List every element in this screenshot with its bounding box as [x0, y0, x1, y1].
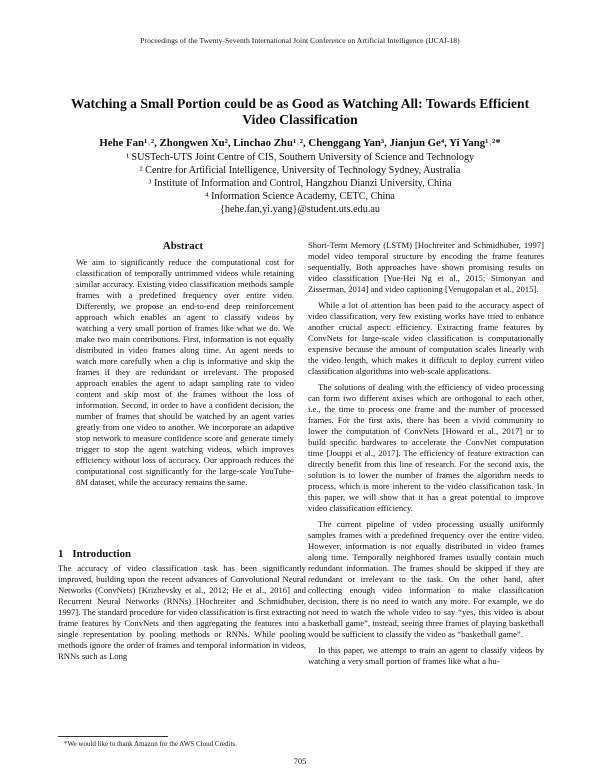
abstract-text: We aim to significantly reduce the computational cost for classification of temporally untrimmed videos while retaining similar accuracy. Existing video classification methods sample frames with a predefined frequency over entire video. Differently, we propose an end-to-end deep reinforcement approach which enables an agent to classify videos by watching a very small portion of frames like what we do. We make two main contributions. First, information is not equally distributed in video frames along time. An agent needs to watch more carefully when a clip is informative and skip the frames if they are redundant or irrelevant. The proposed approach enables the agent to adapt sampling rate to video content and skip most of the frames without the loss of information. Second, in order to have a confident decision, the number of frames that should be watched by an agent varies greatly from one video to another. We incorporate an adaptive stop network to measure confidence score and generate timely trigger to stop the agent watching videos, which improves efficiency without loss of accuracy. Our approach reduces the computational cost significantly for the large-scale YouTube-8M dataset, while the accuracy remains the same. [76, 257, 294, 487]
paragraph: While a lot of attention has been paid to the accuracy aspect of video classification, very few existing works have tried to enhance another crucial aspect: efficiency. Extracting frame features by ConvNets for large-scale video classification is computationally expensive because the amount of computation scales linearly with the video length, which makes it difficult to deploy current video classification algorithms into web-scale applications. [308, 300, 544, 376]
section-number: 1 [58, 548, 64, 560]
affiliation-4: ⁴ Information Science Academy, CETC, China [205, 191, 395, 202]
page-number: 705 [293, 756, 307, 766]
paragraph: The solutions of dealing with the efficiency of video processing can form two different axises which are orthogonal to each other, i.e., the time to process one frame and the number of processed frames. For the first axis, there has been a vivid community to lower the computation of ConvNets [Howard et al., 2017] or to build specific hardwares to accelerate the ConvNet computation time [Jouppi et al., 2017]. The efficiency of feature extraction can directly benefit from this line of research. For the second axis, the solution is to lower the number of frames the algorithm needs to process, which is more inherent to the video classification task. In this paper, we will show that it has a great potential to improve video classification efficiency. [308, 382, 544, 513]
paper-title [40, 96, 560, 128]
right-column [308, 240, 544, 672]
proceedings-header: Proceedings of the Twenty-Seventh International Joint Conference on Artificial Intelligence (IJCAI-18) [140, 36, 460, 45]
title-line-2: Video Classification [242, 112, 358, 127]
affiliation-3: ³ Institute of Information and Control, Hangzhou Dianzi University, China [148, 178, 452, 189]
introduction-text-left: The accuracy of video classification task has been significantly improved, building upon the recent advances of Convolutional Neural Networks (ConvNets) [Krizhevsky et al., 2012; He et al., 2016] and Recurrent Neural Networks (RNNs) [Hochreiter and Schmidhuber, 1997]. The standard procedure for video classification is first extracting frame features by ConvNets and then aggregating the features into a single representation by pooling methods or RNNs. While pooling methods ignore the order of frames and temporal information in videos, RNNs such as Long [58, 563, 306, 661]
author-list: Hehe Fan¹˒², Zhongwen Xu², Linchao Zhu¹˒², Chenggang Yan³, Jianjun Ge⁴, Yi Yang¹˒²* [99, 137, 501, 149]
author-email: {hehe.fan,yi.yang}@student.uts.edu.au [219, 204, 381, 215]
paragraph: The current pipeline of video processing usually uniformly samples frames with a predefined frequency over the entire video. However, information is not equally distributed in video frames along time. Temporally neighbored frames usually contain much redundant information. The frames should be skipped if they are redundant or irrelevant to the task. On the other hand, after collecting enough video information to make classification decision, there is no need to watch any more. For example, we do not need to watch the whole video to say “yes, this video is about basketball game”, instead, seeing three frames of playing basketball would be sufficient to classify the video as “basketball game”. [308, 519, 544, 639]
paragraph: In this paper, we attempt to train an agent to classify videos by watching a very small portion of frames like what a hu- [308, 645, 544, 666]
affiliation-2: ² Centre for Artificial Intelligence, University of Technology Sydney, Australia [139, 165, 461, 176]
footnote: *We would like to thank Amazon for the AWS Cloud Credits. [64, 740, 237, 748]
section-heading-introduction [58, 548, 140, 560]
footnote-divider [58, 736, 168, 737]
paragraph: Short-Term Memory (LSTM) [Hochreiter and Schmidhuber, 1997] model video temporal structure by encoding the frame features sequentially. Both approaches have shown promising results on video classification [Yue-Hei Ng et al., 2015; Simonyan and Zisserman, 2014] and video captioning [Venugopalan et al., 2015]. [308, 240, 544, 294]
abstract-heading: Abstract [162, 240, 204, 252]
title-line-1: Watching a Small Portion could be as Good as Watching All: Towards Efficient [70, 96, 530, 111]
affiliation-1: ¹ SUSTech-UTS Joint Centre of CIS, Southern University of Science and Technology [125, 152, 475, 163]
affiliations [40, 151, 560, 216]
section-title: Introduction [72, 548, 132, 560]
